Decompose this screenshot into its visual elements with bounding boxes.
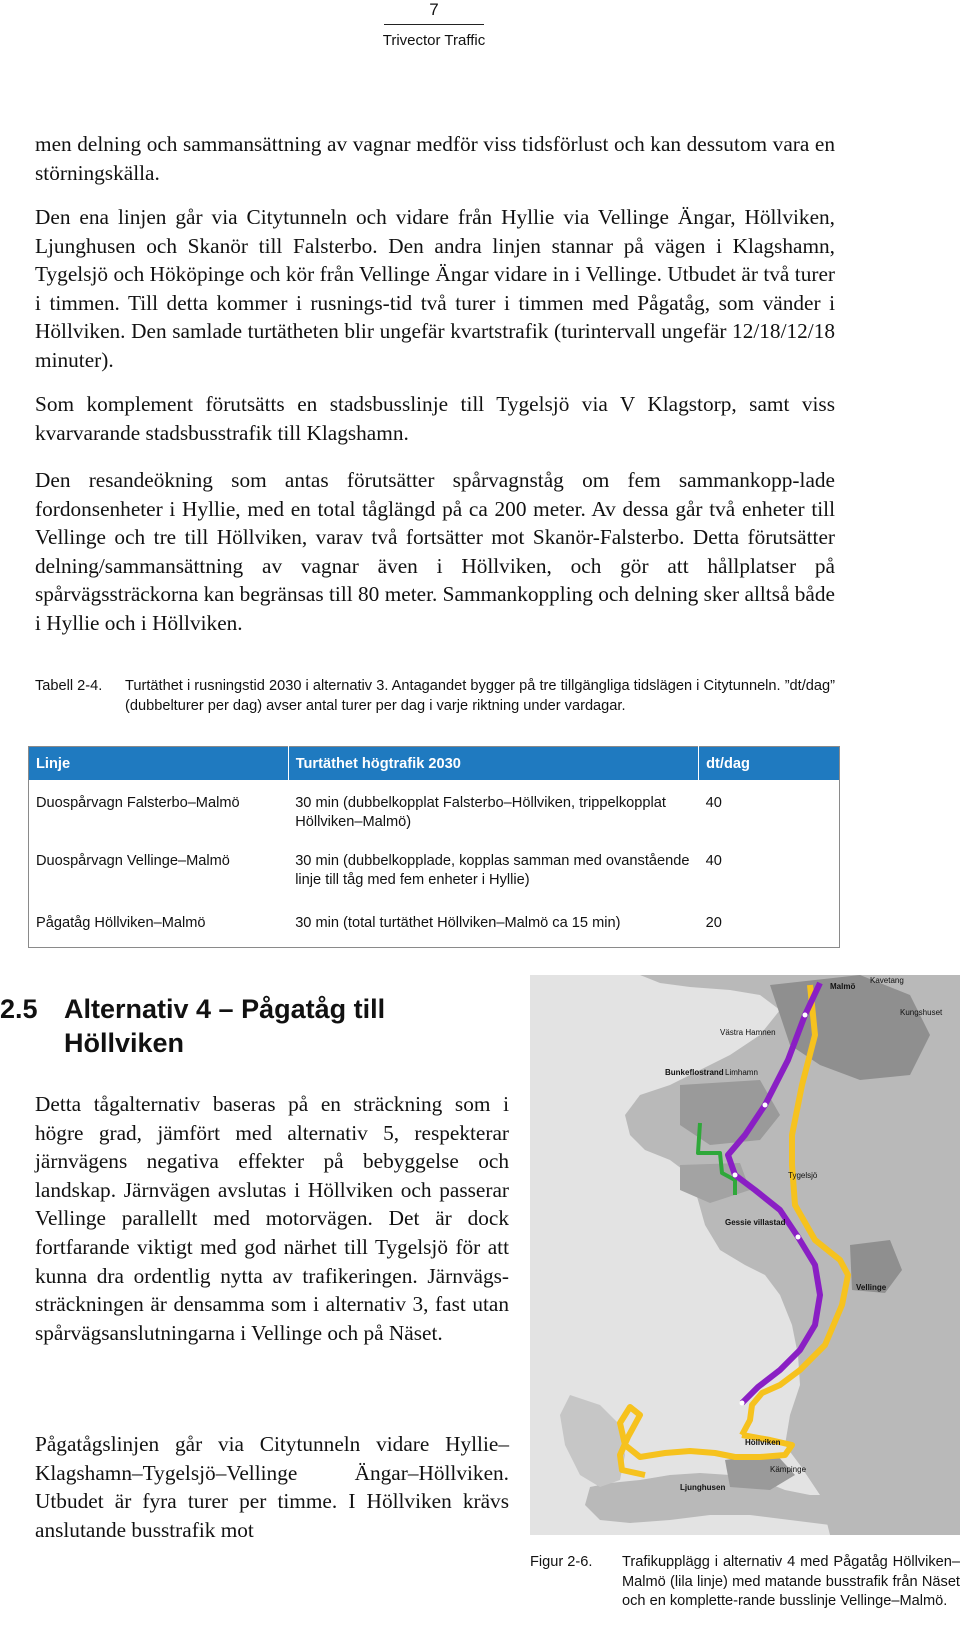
cell-dt: 40 — [705, 853, 722, 869]
table-caption-label: Tabell 2-4. — [35, 678, 103, 694]
paragraph-3: Som komplement förutsätts en stadsbusslinje till Tygelsjö via V Klagstorp, samt viss kvarvarande stadsbusstrafik till Klagshamn. — [35, 392, 835, 445]
map-label-tygelsjo: Tygelsjö — [788, 1171, 818, 1180]
header-rule — [384, 24, 484, 25]
paragraph-2: Den ena linjen går via Citytunneln och vidare från Hyllie via Vellinge Ängar, Höllviken, Ljunghusen och Skanör till Falsterbo. Den andra linjen stannar på vägen i Klagshamn, Tygelsjö och Hököpinge och kör från Vellinge Ängar vidare in i Vellinge. Utbudet är två turer i timmen. Till detta kommer i rusnings-tid två turer i timmen med Pågatåg, som vänder i Höllviken. Den samlade turtätheten blir ungefär kvartstrafik (turintervall ungefär 12/18/12/18 minuter). — [35, 205, 835, 372]
frequency-table — [28, 746, 840, 948]
map-label-limhamn: Limhamn — [725, 1068, 758, 1077]
map-label-malmo: Malmö — [830, 982, 856, 991]
map-label-gessie: Gessie villastad — [725, 1218, 786, 1227]
map-label-vellinge: Vellinge — [856, 1283, 887, 1292]
figure-caption-label: Figur 2-6. — [530, 1554, 593, 1570]
table-header-row — [29, 747, 840, 781]
map-label-bunkeflostrand: Bunkeflostrand — [665, 1068, 724, 1077]
cell-linje: Duospårvagn Falsterbo–Malmö — [36, 795, 240, 811]
table-caption-text: Turtäthet i rusningstid 2030 i alternativ 3. Antagandet bygger på tre tillgängliga tidslägen i Citytunneln. ”dt/dag” (dubbelturer per dag) avser antal turer per dag i varje riktning under vardagar. — [125, 678, 835, 714]
table-row — [29, 780, 840, 840]
cell-turtathet: 30 min (dubbelkopplade, kopplas samman med ovanstående linje till tåg med fem enheter i Hyllie) — [295, 853, 690, 888]
map-station-dot — [796, 1235, 801, 1240]
map-label-kampinge: Kämpinge — [770, 1465, 807, 1474]
map-station-dot — [803, 1013, 808, 1018]
cell-turtathet: 30 min (dubbelkopplat Falsterbo–Höllviken, trippelkopplat Höllviken–Malmö) — [295, 795, 666, 830]
section-paragraph-1: Detta tågalternativ baseras på en sträckning som i högre grad, jämfört med alternativ 5, respekterar järnvägens negativa effekter på bebyggelse och landskap. Järnvägen avslutas i Höllviken och passerar Vellinge parallellt med motorvägen. Det är dock fortfarande viktigt med god närhet till Tygelsjö för att kunna dra ordentlig nytta av trafikeringen. Järnvägs-sträckningen är densamma som i alternativ 3, fast utan spårvägsanslutningarna i Vellinge och på Näset. — [35, 1092, 509, 1345]
map-label-kungshuset: Kungshuset — [900, 1008, 943, 1017]
cell-linje: Duospårvagn Vellinge–Malmö — [36, 853, 230, 869]
cell-turtathet: 30 min (total turtäthet Höllviken–Malmö ca 15 min) — [295, 915, 621, 931]
section-paragraph-2: Pågatågslinjen går via Citytunneln vidare Hyllie–Klagshamn–Tygelsjö–Vellinge Ängar–Höllviken. Utbudet är fyra turer per timme. I Höllviken krävs anslutande busstrafik mot — [35, 1432, 509, 1542]
cell-linje: Pågatåg Höllviken–Malmö — [36, 915, 206, 931]
table-row — [29, 902, 840, 948]
map-label-vastra-hamnen: Västra Hamnen — [720, 1028, 776, 1037]
paragraph-1: men delning och sammansättning av vagnar medför viss tidsförlust och kan dessutom vara en störningskälla. — [35, 132, 835, 185]
header-company: Trivector Traffic — [382, 32, 486, 49]
map-label-ljunghusen: Ljunghusen — [680, 1483, 726, 1492]
cell-dt: 40 — [705, 795, 722, 811]
section-title: Alternativ 4 – Pågatåg till Höllviken — [64, 994, 386, 1058]
map-station-dot — [733, 1173, 738, 1178]
map-label-hollviken: Höllviken — [745, 1438, 781, 1447]
column-header-turtathet: Turtäthet högtrafik 2030 — [288, 747, 698, 781]
paragraph-4: Den resandeökning som antas förutsätter spårvagnståg om fem sammankopp-lade fordonsenheter i Hyllie, med en total tåglängd på ca 200 meter. Av dessa går två enheter till Vellinge och tre till Höllviken, varav två fortsätter mot Skanör-Falsterbo. Detta förutsätter delning/sammansättning av vagnar även i Höllviken, och gör att hållplatser på spårvägssträckorna kan begränsas till 80 meter. Sammankoppling och delning sker alltså både i Hyllie och i Höllviken. — [35, 468, 835, 635]
map-station-dot — [740, 1401, 745, 1406]
section-number: 2.5 — [0, 994, 38, 1024]
table-row — [29, 840, 840, 902]
figure-caption-text: Trafikupplägg i alternativ 4 med Pågatåg Höllviken–Malmö (lila linje) med matande busstrafik från Näset och en komplette-rande busslinje Vellinge–Malmö. — [622, 1554, 960, 1609]
column-header-dt: dt/dag — [699, 747, 840, 781]
map-label-kavetang: Kavetang — [870, 976, 904, 985]
map-station-dot — [763, 1103, 768, 1108]
cell-dt: 20 — [705, 915, 722, 931]
page-number: 7 — [429, 0, 439, 19]
column-header-linje: Linje — [29, 747, 289, 781]
route-map — [530, 975, 960, 1535]
